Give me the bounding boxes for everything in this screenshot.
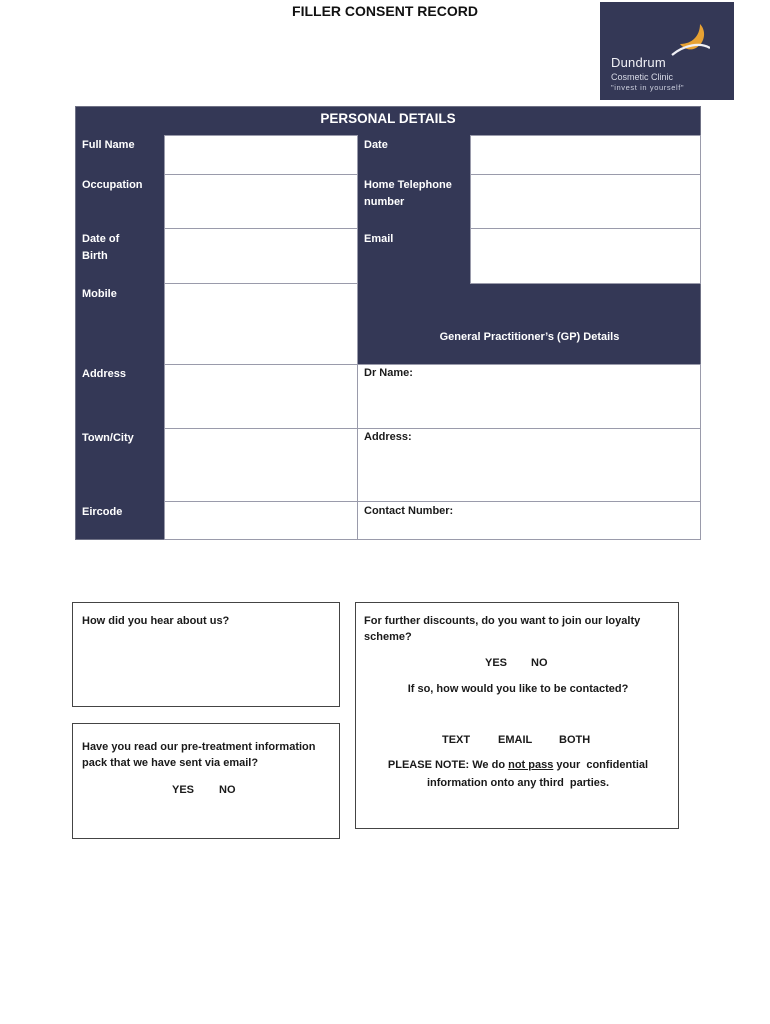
pre-treatment-question-line2: pack that we have sent via email? xyxy=(82,757,259,769)
eircode-label: Eircode xyxy=(82,506,123,518)
pre-treatment-yes-option[interactable]: YES xyxy=(172,784,195,796)
logo-tagline: "invest in yourself" xyxy=(611,83,685,92)
mobile-field[interactable] xyxy=(164,283,358,365)
pre-treatment-question-line1: Have you read our pre-treatment information xyxy=(82,741,316,753)
date-of-birth-field[interactable] xyxy=(164,228,358,284)
privacy-note-line1 xyxy=(356,757,680,773)
email-field[interactable] xyxy=(470,228,701,284)
loyalty-question-line2: scheme? xyxy=(364,631,412,643)
date-field[interactable] xyxy=(470,135,701,175)
full-name-field[interactable] xyxy=(164,135,358,175)
gp-address-label: Address: xyxy=(364,431,412,443)
home-telephone-field[interactable] xyxy=(470,174,701,229)
home-telephone-label-line1: Home Telephone xyxy=(364,179,452,191)
personal-details-header: PERSONAL DETAILS xyxy=(320,111,456,126)
town-city-label: Town/City xyxy=(82,432,134,444)
address-label: Address xyxy=(82,368,127,380)
loyalty-contact-question: If so, how would you like to be contacted? xyxy=(407,683,629,695)
privacy-note-suffix: your confidential xyxy=(553,759,649,771)
town-city-field[interactable] xyxy=(164,428,358,502)
dob-label-line2: Birth xyxy=(82,250,108,262)
contact-option-email[interactable]: EMAIL xyxy=(498,734,533,746)
mobile-label: Mobile xyxy=(82,288,117,300)
contact-option-text[interactable]: TEXT xyxy=(442,734,471,746)
privacy-note-prefix: PLEASE NOTE: We do xyxy=(387,759,509,771)
clinic-logo xyxy=(600,2,734,100)
loyalty-no-option[interactable]: NO xyxy=(531,657,548,669)
occupation-label: Occupation xyxy=(82,179,143,191)
occupation-field[interactable] xyxy=(164,174,358,229)
document-title: FILLER CONSENT RECORD xyxy=(292,3,478,19)
logo-subtitle: Cosmetic Clinic xyxy=(611,72,674,82)
full-name-label: Full Name xyxy=(82,139,135,151)
logo-brand: Dundrum xyxy=(611,55,666,70)
pre-treatment-no-option[interactable]: NO xyxy=(219,784,236,796)
crescent-moon-icon xyxy=(670,18,710,58)
dob-label-line1: Date of xyxy=(82,233,120,245)
contact-option-both[interactable]: BOTH xyxy=(559,734,591,746)
eircode-field[interactable] xyxy=(164,501,358,540)
gp-contact-number-label: Contact Number: xyxy=(364,505,454,517)
privacy-note-emphasis: not pass xyxy=(508,759,554,771)
privacy-note-line2: information onto any third parties. xyxy=(426,777,610,789)
address-field[interactable] xyxy=(164,364,358,429)
loyalty-yes-option[interactable]: YES xyxy=(485,657,508,669)
how-did-you-hear-question: How did you hear about us? xyxy=(82,615,230,627)
date-label: Date xyxy=(364,139,388,151)
gp-details-header: General Practitioner’s (GP) Details xyxy=(439,331,620,343)
loyalty-question-line1: For further discounts, do you want to join our loyalty xyxy=(364,615,641,627)
home-telephone-label-line2: number xyxy=(364,196,405,208)
email-label: Email xyxy=(364,233,394,245)
gp-dr-name-label: Dr Name: xyxy=(364,367,413,379)
